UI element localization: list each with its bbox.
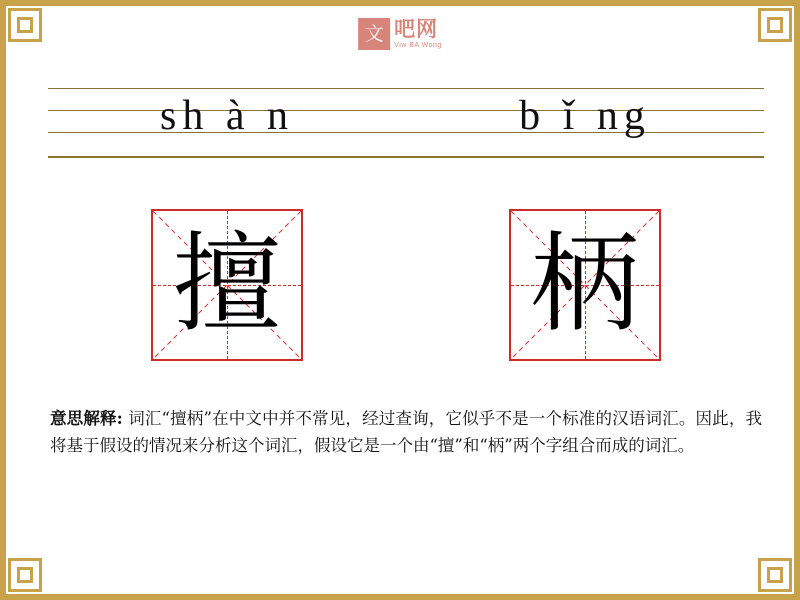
explanation-block (50, 406, 762, 459)
explanation-label: 意思解释: (50, 409, 123, 428)
logo-text (394, 19, 442, 49)
logo-title: 吧网 (394, 17, 439, 41)
pinyin-text-second: b ǐ ng (519, 93, 651, 139)
hanzi-second: 柄 (530, 222, 639, 347)
corner-ornament-bottom-left (8, 558, 42, 592)
hanzi-first: 擅 (172, 222, 281, 347)
character-grid-area (48, 204, 764, 366)
corner-ornament-bottom-right (758, 558, 792, 592)
pinyin-cell-first (48, 84, 406, 156)
pinyin-text-first: sh à n (160, 93, 294, 139)
pinyin-cell-second (406, 84, 764, 156)
character-cell-first (48, 204, 406, 366)
logo-mark-icon: 文 (358, 18, 390, 50)
tianzige-box-second (509, 209, 661, 361)
pinyin-row (48, 84, 764, 156)
pinyin-area (48, 84, 764, 162)
tianzige-box-first (151, 209, 303, 361)
logo-subtitle: Viw BA Wong (394, 42, 442, 49)
corner-ornament-top-left (8, 8, 42, 42)
site-logo (358, 18, 442, 50)
corner-ornament-top-right (758, 8, 792, 42)
character-cell-second (406, 204, 764, 366)
explanation-body: 词汇“擅柄”在中文中并不常见，经过查询，它似乎不是一个标准的汉语词汇。因此，我将基于假设的情况来分析这个词汇，假设它是一个由“擅”和“柄”两个字组合而成的词汇。 (50, 409, 763, 455)
